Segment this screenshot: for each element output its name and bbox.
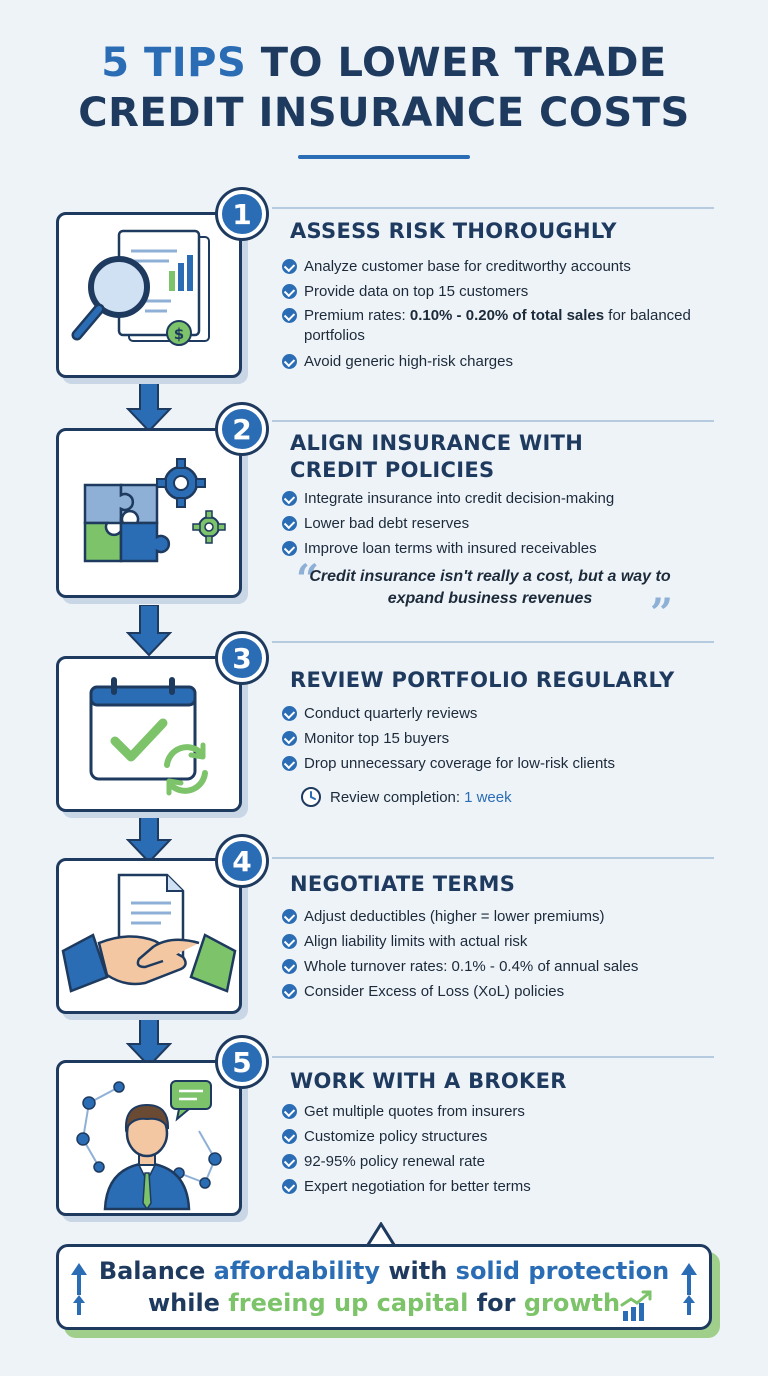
divider-5 xyxy=(272,1056,714,1058)
step-2-title-line-1: ALIGN INSURANCE WITH xyxy=(290,431,584,455)
title-line-1 xyxy=(0,38,768,88)
divider-1 xyxy=(272,207,714,209)
broker-network-icon xyxy=(59,1063,239,1213)
step-1-number-badge: 1 xyxy=(218,190,266,238)
list-item xyxy=(282,254,722,279)
review-completion xyxy=(300,786,512,808)
banner-word-accent: solid protection xyxy=(455,1257,670,1285)
title-line-1-rest: TO LOWER TRADE xyxy=(246,40,667,86)
bullet-text: Lower bad debt reserves xyxy=(304,515,470,532)
up-arrow-icon xyxy=(679,1261,699,1317)
list-item xyxy=(282,904,722,929)
step-3-bullets xyxy=(282,701,722,776)
check-circle-icon xyxy=(282,354,297,369)
banner-line-2 xyxy=(59,1287,709,1319)
bullet-text: 92-95% policy renewal rate xyxy=(304,1153,485,1170)
banner-word: while xyxy=(147,1289,229,1317)
step-5-bullets xyxy=(282,1099,722,1199)
step-1-title-line: ASSESS RISK THOROUGHLY xyxy=(290,219,617,243)
title-underline xyxy=(298,155,470,159)
step-3-title xyxy=(290,667,730,694)
page-title xyxy=(0,38,768,138)
bullet-text: Expert negotiation for better terms xyxy=(304,1178,531,1195)
step-2-title-line-2: CREDIT POLICIES xyxy=(290,458,495,482)
bullet-text: Whole turnover rates: 0.1% - 0.4% of annual sales xyxy=(304,958,639,975)
calendar-refresh-icon xyxy=(59,659,239,809)
growth-chart-icon xyxy=(619,1289,653,1323)
banner-word-accent: affordability xyxy=(213,1257,380,1285)
list-item xyxy=(282,279,722,304)
banner-line-1 xyxy=(59,1255,709,1287)
list-item xyxy=(282,929,722,954)
check-circle-icon xyxy=(282,1104,297,1119)
step-4-bullets xyxy=(282,904,722,1004)
step-4-number-badge: 4 xyxy=(218,837,266,885)
summary-banner xyxy=(56,1244,712,1330)
bullet-text: Integrate insurance into credit decision-making xyxy=(304,490,615,507)
list-item xyxy=(282,1149,722,1174)
list-item xyxy=(282,701,722,726)
bullet-text: Get multiple quotes from insurers xyxy=(304,1103,525,1120)
banner-word: with xyxy=(379,1257,456,1285)
puzzle-gears-icon xyxy=(59,431,239,595)
step-5-number-badge: 5 xyxy=(218,1038,266,1086)
step-5-title xyxy=(290,1068,730,1095)
list-item xyxy=(282,486,722,511)
step-2-number-badge: 2 xyxy=(218,405,266,453)
check-circle-icon xyxy=(282,731,297,746)
bullet-text: for balanced portfolios xyxy=(304,307,691,344)
banner-word-green: growth xyxy=(523,1289,621,1317)
step-4-illustration xyxy=(56,858,242,1014)
down-arrow-icon xyxy=(126,812,172,864)
banner-text xyxy=(59,1255,709,1319)
divider-4 xyxy=(272,857,714,859)
step-5-illustration xyxy=(56,1060,242,1216)
banner-word: for xyxy=(468,1289,524,1317)
clock-icon xyxy=(300,786,322,808)
list-item xyxy=(282,1099,722,1124)
open-quote-icon: “ xyxy=(296,556,320,603)
bullet-text: Premium rates: xyxy=(304,307,410,324)
title-line-2: CREDIT INSURANCE COSTS xyxy=(78,90,690,136)
review-label: Review completion: xyxy=(330,788,461,806)
check-circle-icon xyxy=(282,259,297,274)
check-circle-icon xyxy=(282,308,297,323)
list-item xyxy=(282,954,722,979)
list-item xyxy=(282,349,722,374)
list-item xyxy=(282,1174,722,1199)
list-item xyxy=(282,536,722,561)
list-item xyxy=(282,304,722,349)
step-1-illustration xyxy=(56,212,242,378)
bullet-text: Drop unnecessary coverage for low-risk clients xyxy=(304,755,615,772)
bullet-text-bold: 0.10% - 0.20% of total sales xyxy=(409,307,605,324)
check-circle-icon xyxy=(282,756,297,771)
check-circle-icon xyxy=(282,541,297,556)
down-arrow-icon xyxy=(126,381,172,433)
banner-word-green: freeing up capital xyxy=(228,1289,469,1317)
check-circle-icon xyxy=(282,284,297,299)
divider-3 xyxy=(272,641,714,643)
step-3-number-badge: 3 xyxy=(218,634,266,682)
step-2-bullets xyxy=(282,486,722,561)
check-circle-icon xyxy=(282,1179,297,1194)
check-circle-icon xyxy=(282,491,297,506)
banner-word: Balance xyxy=(98,1257,214,1285)
down-arrow-icon xyxy=(126,605,172,657)
step-4-title xyxy=(290,871,730,898)
step-1-title xyxy=(290,218,730,245)
list-item xyxy=(282,979,722,1004)
step-2-quote: Credit insurance isn't really a cost, but a way to expand business revenues xyxy=(309,568,671,607)
check-circle-icon xyxy=(282,909,297,924)
title-accent: 5 TIPS xyxy=(101,40,247,86)
close-quote-icon: ” xyxy=(650,590,674,637)
check-circle-icon xyxy=(282,706,297,721)
step-3-illustration xyxy=(56,656,242,812)
list-item xyxy=(282,751,722,776)
step-3-title-line: REVIEW PORTFOLIO REGULARLY xyxy=(290,668,675,692)
check-circle-icon xyxy=(282,516,297,531)
step-5-title-line: WORK WITH A BROKER xyxy=(290,1069,567,1093)
list-item xyxy=(282,1124,722,1149)
check-circle-icon xyxy=(282,984,297,999)
bullet-text: Align liability limits with actual risk xyxy=(304,933,528,950)
bullet-text: Consider Excess of Loss (XoL) policies xyxy=(304,983,565,1000)
bullet-text: Customize policy structures xyxy=(304,1128,488,1145)
document-magnifier-icon xyxy=(59,215,239,375)
step-2-illustration xyxy=(56,428,242,598)
bullet-text: Analyze customer base for creditworthy accounts xyxy=(304,258,631,275)
check-circle-icon xyxy=(282,959,297,974)
svg-text:$: $ xyxy=(173,325,185,343)
bullet-text: Improve loan terms with insured receivables xyxy=(304,540,597,557)
step-2-title xyxy=(290,430,730,484)
check-circle-icon xyxy=(282,934,297,949)
handshake-document-icon xyxy=(59,861,239,1011)
bullet-text: Conduct quarterly reviews xyxy=(304,705,478,722)
step-1-bullets xyxy=(282,254,722,374)
divider-2 xyxy=(272,420,714,422)
bullet-text: Monitor top 15 buyers xyxy=(304,730,450,747)
check-circle-icon xyxy=(282,1129,297,1144)
list-item xyxy=(282,511,722,536)
bullet-text: Provide data on top 15 customers xyxy=(304,283,529,300)
bullet-text: Adjust deductibles (higher = lower premiums) xyxy=(304,908,605,925)
list-item xyxy=(282,726,722,751)
bullet-text: Avoid generic high-risk charges xyxy=(304,353,513,370)
step-4-title-line: NEGOTIATE TERMS xyxy=(290,872,516,896)
review-value: 1 week xyxy=(464,788,512,806)
check-circle-icon xyxy=(282,1154,297,1169)
